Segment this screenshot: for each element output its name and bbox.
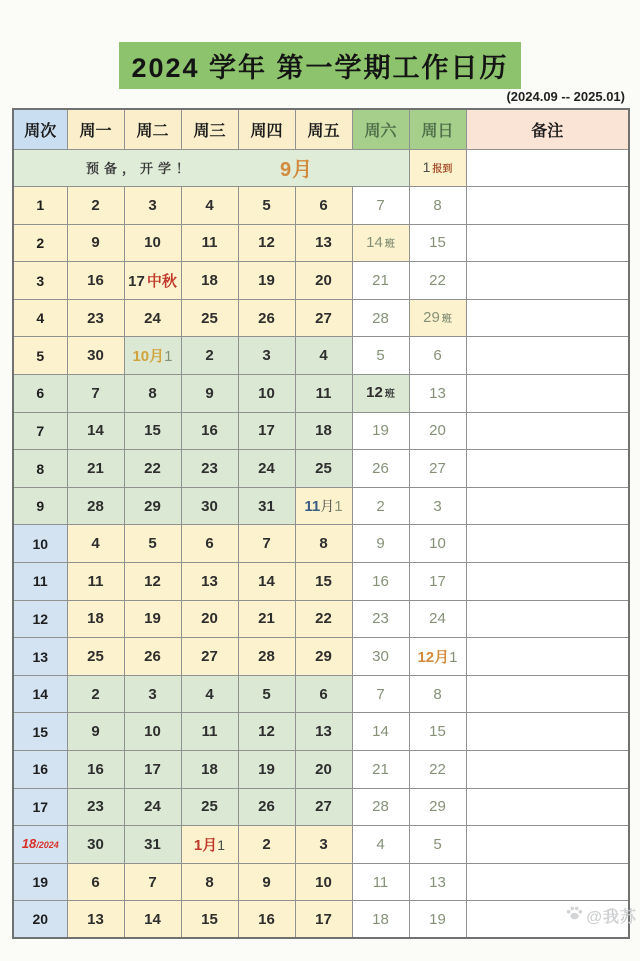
day-cell: 23 bbox=[67, 299, 124, 337]
day-cell: 16 bbox=[67, 262, 124, 300]
day-cell: 7 bbox=[352, 187, 409, 225]
day-cell: 30 bbox=[67, 826, 124, 864]
day-cell: 6 bbox=[409, 337, 466, 375]
remark-cell bbox=[466, 149, 629, 187]
remark-cell bbox=[466, 450, 629, 488]
remark-cell bbox=[466, 863, 629, 901]
day-cell: 8 bbox=[124, 375, 181, 413]
day-cell: 24 bbox=[238, 450, 295, 488]
day-cell: 14 bbox=[124, 901, 181, 939]
day-cell: 28 bbox=[352, 299, 409, 337]
day-cell: 13 bbox=[409, 375, 466, 413]
day-cell: 3 bbox=[238, 337, 295, 375]
month-note: 预备，开学！ bbox=[86, 161, 195, 177]
header-wed: 周三 bbox=[181, 109, 238, 149]
day-cell: 6 bbox=[67, 863, 124, 901]
remark-cell bbox=[466, 299, 629, 337]
page-title-wrap bbox=[0, 42, 640, 89]
day-cell: 10 bbox=[124, 713, 181, 751]
day-cell: 19 bbox=[409, 901, 466, 939]
day-cell: 26 bbox=[238, 788, 295, 826]
day-cell: 22 bbox=[409, 262, 466, 300]
day-cell: 23 bbox=[181, 450, 238, 488]
day-cell: 24 bbox=[124, 299, 181, 337]
week-number-cell: 2 bbox=[13, 224, 67, 262]
remark-cell bbox=[466, 600, 629, 638]
paw-icon bbox=[565, 903, 586, 927]
day-cell: 3 bbox=[409, 487, 466, 525]
day-cell: 28 bbox=[67, 487, 124, 525]
day-cell: 7 bbox=[124, 863, 181, 901]
week-number-cell: 7 bbox=[13, 412, 67, 450]
day-cell: 12 bbox=[238, 713, 295, 751]
day-cell: 16 bbox=[238, 901, 295, 939]
day-cell: 9 bbox=[352, 525, 409, 563]
day-cell: 2 bbox=[67, 187, 124, 225]
day-cell: 11 bbox=[295, 375, 352, 413]
day-cell: 6 bbox=[295, 675, 352, 713]
day-cell: 26 bbox=[238, 299, 295, 337]
week-number-cell: 5 bbox=[13, 337, 67, 375]
header-remarks: 备注 bbox=[466, 109, 629, 149]
day-cell: 25 bbox=[181, 299, 238, 337]
day-cell: 13 bbox=[181, 563, 238, 601]
day-cell: 4 bbox=[181, 187, 238, 225]
day-cell: 25 bbox=[67, 638, 124, 676]
day-cell: 10月1 bbox=[124, 337, 181, 375]
day-cell: 30 bbox=[181, 487, 238, 525]
week-number-cell: 14 bbox=[13, 675, 67, 713]
day-cell: 7 bbox=[352, 675, 409, 713]
week-number-cell: 17 bbox=[13, 788, 67, 826]
day-cell: 10 bbox=[409, 525, 466, 563]
week-number-cell: 13 bbox=[13, 638, 67, 676]
day-cell: 25 bbox=[181, 788, 238, 826]
day-cell: 20 bbox=[409, 412, 466, 450]
day-cell: 3 bbox=[124, 675, 181, 713]
day-cell: 5 bbox=[238, 187, 295, 225]
day-cell: 15 bbox=[295, 563, 352, 601]
sunday-report-cell: 1 报到 bbox=[409, 149, 466, 187]
day-cell: 5 bbox=[352, 337, 409, 375]
remark-cell bbox=[466, 337, 629, 375]
day-cell: 8 bbox=[295, 525, 352, 563]
day-cell: 12 bbox=[124, 563, 181, 601]
week-number-cell: 10 bbox=[13, 525, 67, 563]
day-cell: 30 bbox=[352, 638, 409, 676]
week-number-cell: 20 bbox=[13, 901, 67, 939]
day-cell: 26 bbox=[124, 638, 181, 676]
day-cell: 23 bbox=[67, 788, 124, 826]
day-cell: 12 bbox=[238, 224, 295, 262]
day-cell: 11 bbox=[181, 224, 238, 262]
day-cell: 17 bbox=[238, 412, 295, 450]
day-cell: 5 bbox=[124, 525, 181, 563]
week-number-cell: 12 bbox=[13, 600, 67, 638]
day-cell: 24 bbox=[409, 600, 466, 638]
day-cell: 14 bbox=[67, 412, 124, 450]
day-cell: 9 bbox=[67, 713, 124, 751]
day-cell: 28 bbox=[352, 788, 409, 826]
day-cell: 14 bbox=[238, 563, 295, 601]
day-cell: 29 班 bbox=[409, 299, 466, 337]
day-cell: 27 bbox=[295, 788, 352, 826]
day-cell: 18 bbox=[352, 901, 409, 939]
day-cell: 11月1 bbox=[295, 487, 352, 525]
remark-cell bbox=[466, 563, 629, 601]
day-cell: 18 bbox=[181, 262, 238, 300]
day-cell: 31 bbox=[124, 826, 181, 864]
day-cell: 21 bbox=[352, 262, 409, 300]
day-cell: 11 bbox=[352, 863, 409, 901]
day-cell: 7 bbox=[238, 525, 295, 563]
remark-cell bbox=[466, 262, 629, 300]
day-cell: 9 bbox=[67, 224, 124, 262]
day-cell: 20 bbox=[295, 262, 352, 300]
day-cell: 15 bbox=[124, 412, 181, 450]
header-week: 周次 bbox=[13, 109, 67, 149]
day-cell: 15 bbox=[181, 901, 238, 939]
day-cell: 2 bbox=[238, 826, 295, 864]
day-cell: 10 bbox=[238, 375, 295, 413]
day-cell: 6 bbox=[295, 187, 352, 225]
header-thu: 周四 bbox=[238, 109, 295, 149]
page-title: 2024 学年 第一学期工作日历 bbox=[119, 42, 520, 89]
day-cell: 9 bbox=[181, 375, 238, 413]
header-mon: 周一 bbox=[67, 109, 124, 149]
remark-cell bbox=[466, 713, 629, 751]
day-cell: 31 bbox=[238, 487, 295, 525]
day-cell: 13 bbox=[295, 224, 352, 262]
day-cell: 18 bbox=[181, 751, 238, 789]
day-cell: 21 bbox=[352, 751, 409, 789]
day-cell: 8 bbox=[409, 187, 466, 225]
remark-cell bbox=[466, 788, 629, 826]
day-cell: 26 bbox=[352, 450, 409, 488]
day-cell: 13 bbox=[67, 901, 124, 939]
day-cell: 21 bbox=[67, 450, 124, 488]
month-banner-cell bbox=[13, 149, 409, 187]
day-cell: 22 bbox=[409, 751, 466, 789]
date-range-subtitle: (2024.09 -- 2025.01) bbox=[506, 89, 625, 104]
day-cell: 17 中秋 bbox=[124, 262, 181, 300]
day-cell: 29 bbox=[124, 487, 181, 525]
day-cell: 16 bbox=[67, 751, 124, 789]
week-number-cell: 3 bbox=[13, 262, 67, 300]
day-cell: 21 bbox=[238, 600, 295, 638]
day-cell: 14 bbox=[352, 713, 409, 751]
day-cell: 7 bbox=[67, 375, 124, 413]
day-cell: 8 bbox=[409, 675, 466, 713]
day-cell: 4 bbox=[181, 675, 238, 713]
watermark-text: @我苏 bbox=[586, 908, 637, 926]
day-cell: 22 bbox=[124, 450, 181, 488]
day-cell: 3 bbox=[124, 187, 181, 225]
remark-cell bbox=[466, 187, 629, 225]
day-cell: 20 bbox=[181, 600, 238, 638]
calendar-body bbox=[13, 109, 629, 938]
day-cell: 13 bbox=[409, 863, 466, 901]
header-sun: 周日 bbox=[409, 109, 466, 149]
day-cell: 15 bbox=[409, 713, 466, 751]
week-number-cell: 1 bbox=[13, 187, 67, 225]
day-cell: 3 bbox=[295, 826, 352, 864]
remark-cell bbox=[466, 375, 629, 413]
day-cell: 5 bbox=[409, 826, 466, 864]
day-cell: 20 bbox=[295, 751, 352, 789]
week-number-cell: 4 bbox=[13, 299, 67, 337]
day-cell: 19 bbox=[238, 751, 295, 789]
day-cell: 11 bbox=[67, 563, 124, 601]
week-number-cell: 8 bbox=[13, 450, 67, 488]
remark-cell bbox=[466, 224, 629, 262]
day-cell: 27 bbox=[181, 638, 238, 676]
day-cell: 4 bbox=[295, 337, 352, 375]
calendar-table bbox=[12, 108, 630, 939]
week-number-cell: 15 bbox=[13, 713, 67, 751]
day-cell: 12 班 bbox=[352, 375, 409, 413]
day-cell: 10 bbox=[295, 863, 352, 901]
remark-cell bbox=[466, 412, 629, 450]
day-cell: 15 bbox=[409, 224, 466, 262]
day-cell: 17 bbox=[124, 751, 181, 789]
remark-cell bbox=[466, 751, 629, 789]
day-cell: 24 bbox=[124, 788, 181, 826]
day-cell: 2 bbox=[181, 337, 238, 375]
week-number-cell: 6 bbox=[13, 375, 67, 413]
day-cell: 17 bbox=[295, 901, 352, 939]
week-number-cell: 18/2024 bbox=[13, 826, 67, 864]
remark-cell bbox=[466, 525, 629, 563]
day-cell: 12月1 bbox=[409, 638, 466, 676]
day-cell: 19 bbox=[238, 262, 295, 300]
day-cell: 16 bbox=[352, 563, 409, 601]
day-cell: 2 bbox=[352, 487, 409, 525]
day-cell: 4 bbox=[67, 525, 124, 563]
day-cell: 29 bbox=[409, 788, 466, 826]
day-cell: 29 bbox=[295, 638, 352, 676]
day-cell: 22 bbox=[295, 600, 352, 638]
remark-cell bbox=[466, 675, 629, 713]
day-cell: 1月1 bbox=[181, 826, 238, 864]
day-cell: 27 bbox=[295, 299, 352, 337]
day-cell: 11 bbox=[181, 713, 238, 751]
day-cell: 13 bbox=[295, 713, 352, 751]
day-cell: 28 bbox=[238, 638, 295, 676]
week-number-cell: 19 bbox=[13, 863, 67, 901]
day-cell: 5 bbox=[238, 675, 295, 713]
remark-cell bbox=[466, 638, 629, 676]
day-cell: 17 bbox=[409, 563, 466, 601]
day-cell: 10 bbox=[124, 224, 181, 262]
day-cell: 6 bbox=[181, 525, 238, 563]
day-cell: 18 bbox=[67, 600, 124, 638]
day-cell: 2 bbox=[67, 675, 124, 713]
week-number-cell: 9 bbox=[13, 487, 67, 525]
header-tue: 周二 bbox=[124, 109, 181, 149]
day-cell: 25 bbox=[295, 450, 352, 488]
header-fri: 周五 bbox=[295, 109, 352, 149]
day-cell: 9 bbox=[238, 863, 295, 901]
day-cell: 14 班 bbox=[352, 224, 409, 262]
watermark bbox=[565, 903, 637, 927]
day-cell: 8 bbox=[181, 863, 238, 901]
remark-cell bbox=[466, 826, 629, 864]
week-number-cell: 16 bbox=[13, 751, 67, 789]
day-cell: 23 bbox=[352, 600, 409, 638]
day-cell: 16 bbox=[181, 412, 238, 450]
day-cell: 27 bbox=[409, 450, 466, 488]
month-label: 9月 bbox=[280, 159, 314, 182]
remark-cell bbox=[466, 487, 629, 525]
week-number-cell: 11 bbox=[13, 563, 67, 601]
day-cell: 19 bbox=[352, 412, 409, 450]
header-sat: 周六 bbox=[352, 109, 409, 149]
day-cell: 18 bbox=[295, 412, 352, 450]
day-cell: 19 bbox=[124, 600, 181, 638]
day-cell: 30 bbox=[67, 337, 124, 375]
day-cell: 4 bbox=[352, 826, 409, 864]
